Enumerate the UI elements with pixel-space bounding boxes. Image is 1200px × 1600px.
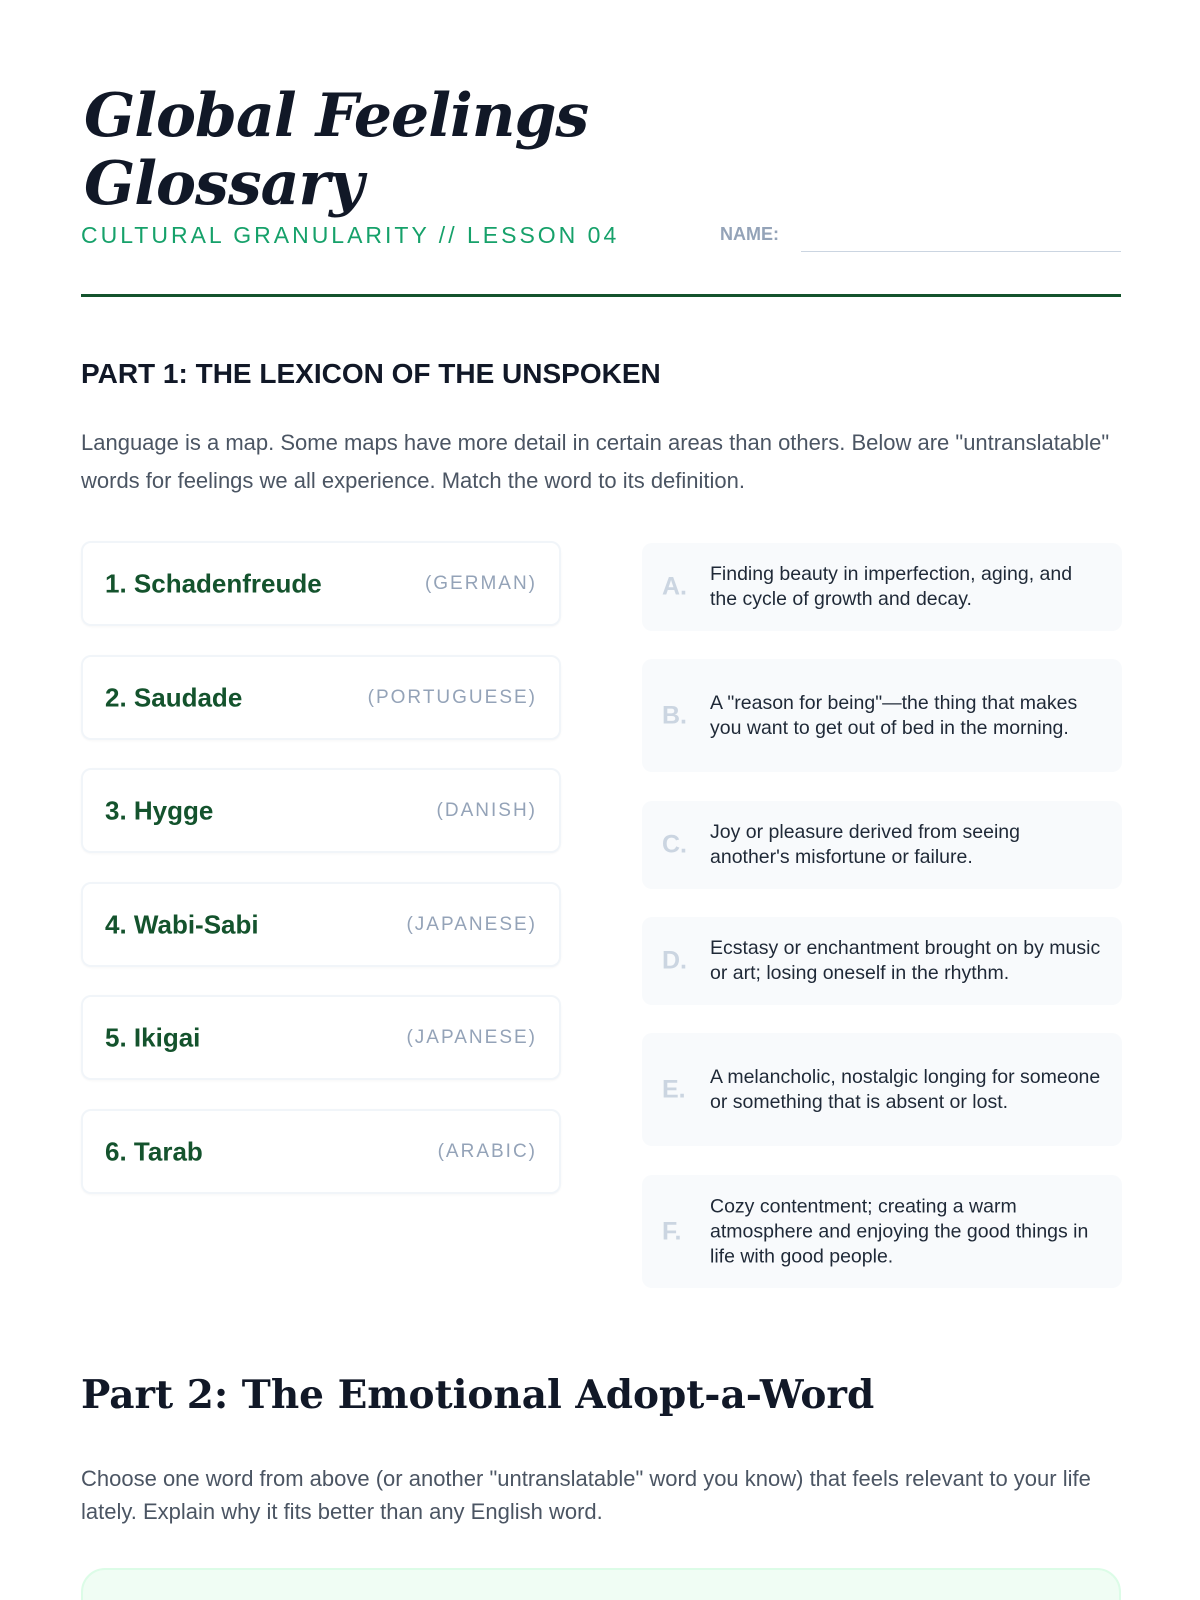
definition-card: [642, 801, 1122, 889]
word-term: 2. Saudade: [105, 682, 243, 712]
word-language: (ARABIC): [437, 1140, 537, 1162]
word-term: 5. Ikigai: [105, 1022, 201, 1052]
word-card: [81, 1109, 561, 1194]
word-language: (GERMAN): [424, 572, 537, 594]
word-term: 4. Wabi-Sabi: [105, 909, 259, 939]
definition-text: A "reason for being"—the thing that makes you want to get out of bed in the morning.: [710, 691, 1078, 739]
part2-instructions: Choose one word from above (or another "untranslatable" word you know) that feels relevant to your life lately. Explain why it fits better than any English word.: [81, 1466, 1091, 1524]
definition-text: A melancholic, nostalgic longing for someone or something that is absent or lost.: [710, 1065, 1101, 1113]
part1-instructions: Language is a map. Some maps have more detail in certain areas than others. Below are "untranslatable" words for feelings we all experience. Match the word to its definition.: [81, 430, 1110, 493]
name-label: NAME:: [720, 224, 779, 244]
page-title: Global Feelings Glossary: [84, 81, 589, 219]
definition-letter: A.: [662, 572, 687, 601]
answer-box[interactable]: [81, 1568, 1121, 1600]
word-language: (JAPANESE): [406, 913, 537, 935]
definition-letter: F.: [662, 1217, 682, 1245]
word-language: (DANISH): [436, 799, 537, 821]
definition-card: [642, 1175, 1122, 1288]
definition-card: [642, 917, 1122, 1005]
word-card: [81, 655, 561, 740]
word-card: [81, 995, 561, 1080]
word-term: 1. Schadenfreude: [105, 568, 322, 598]
lesson-subtitle: CULTURAL GRANULARITY // LESSON 04: [81, 222, 620, 248]
definition-letter: E.: [662, 1075, 686, 1103]
word-card: [81, 882, 561, 967]
definition-card: [642, 659, 1122, 772]
definition-text: Ecstasy or enchantment brought on by music or art; losing oneself in the rhythm.: [710, 937, 1101, 984]
part1-heading: PART 1: THE LEXICON OF THE UNSPOKEN: [81, 358, 661, 389]
definition-letter: C.: [662, 830, 687, 859]
header-divider: [81, 294, 1121, 297]
definition-letter: B.: [662, 701, 687, 729]
definition-card: [642, 543, 1122, 631]
word-term: 6. Tarab: [105, 1136, 203, 1166]
part2-heading: Part 2: The Emotional Adopt-a-Word: [81, 1372, 875, 1418]
word-card: [81, 541, 561, 626]
definition-text: Joy or pleasure derived from seeing another's misfortune or failure.: [710, 821, 1020, 868]
word-language: (JAPANESE): [406, 1026, 537, 1048]
definition-text: Cozy contentment; creating a warm atmosphere and enjoying the good things in life with good people.: [710, 1195, 1089, 1267]
word-language: (PORTUGUESE): [367, 686, 537, 708]
word-term: 3. Hygge: [105, 795, 214, 825]
word-card: [81, 768, 561, 853]
definition-card: [642, 1033, 1122, 1146]
definition-text: Finding beauty in imperfection, aging, and the cycle of growth and decay.: [710, 563, 1073, 610]
name-field-line[interactable]: [801, 251, 1121, 252]
definition-letter: D.: [662, 946, 687, 975]
